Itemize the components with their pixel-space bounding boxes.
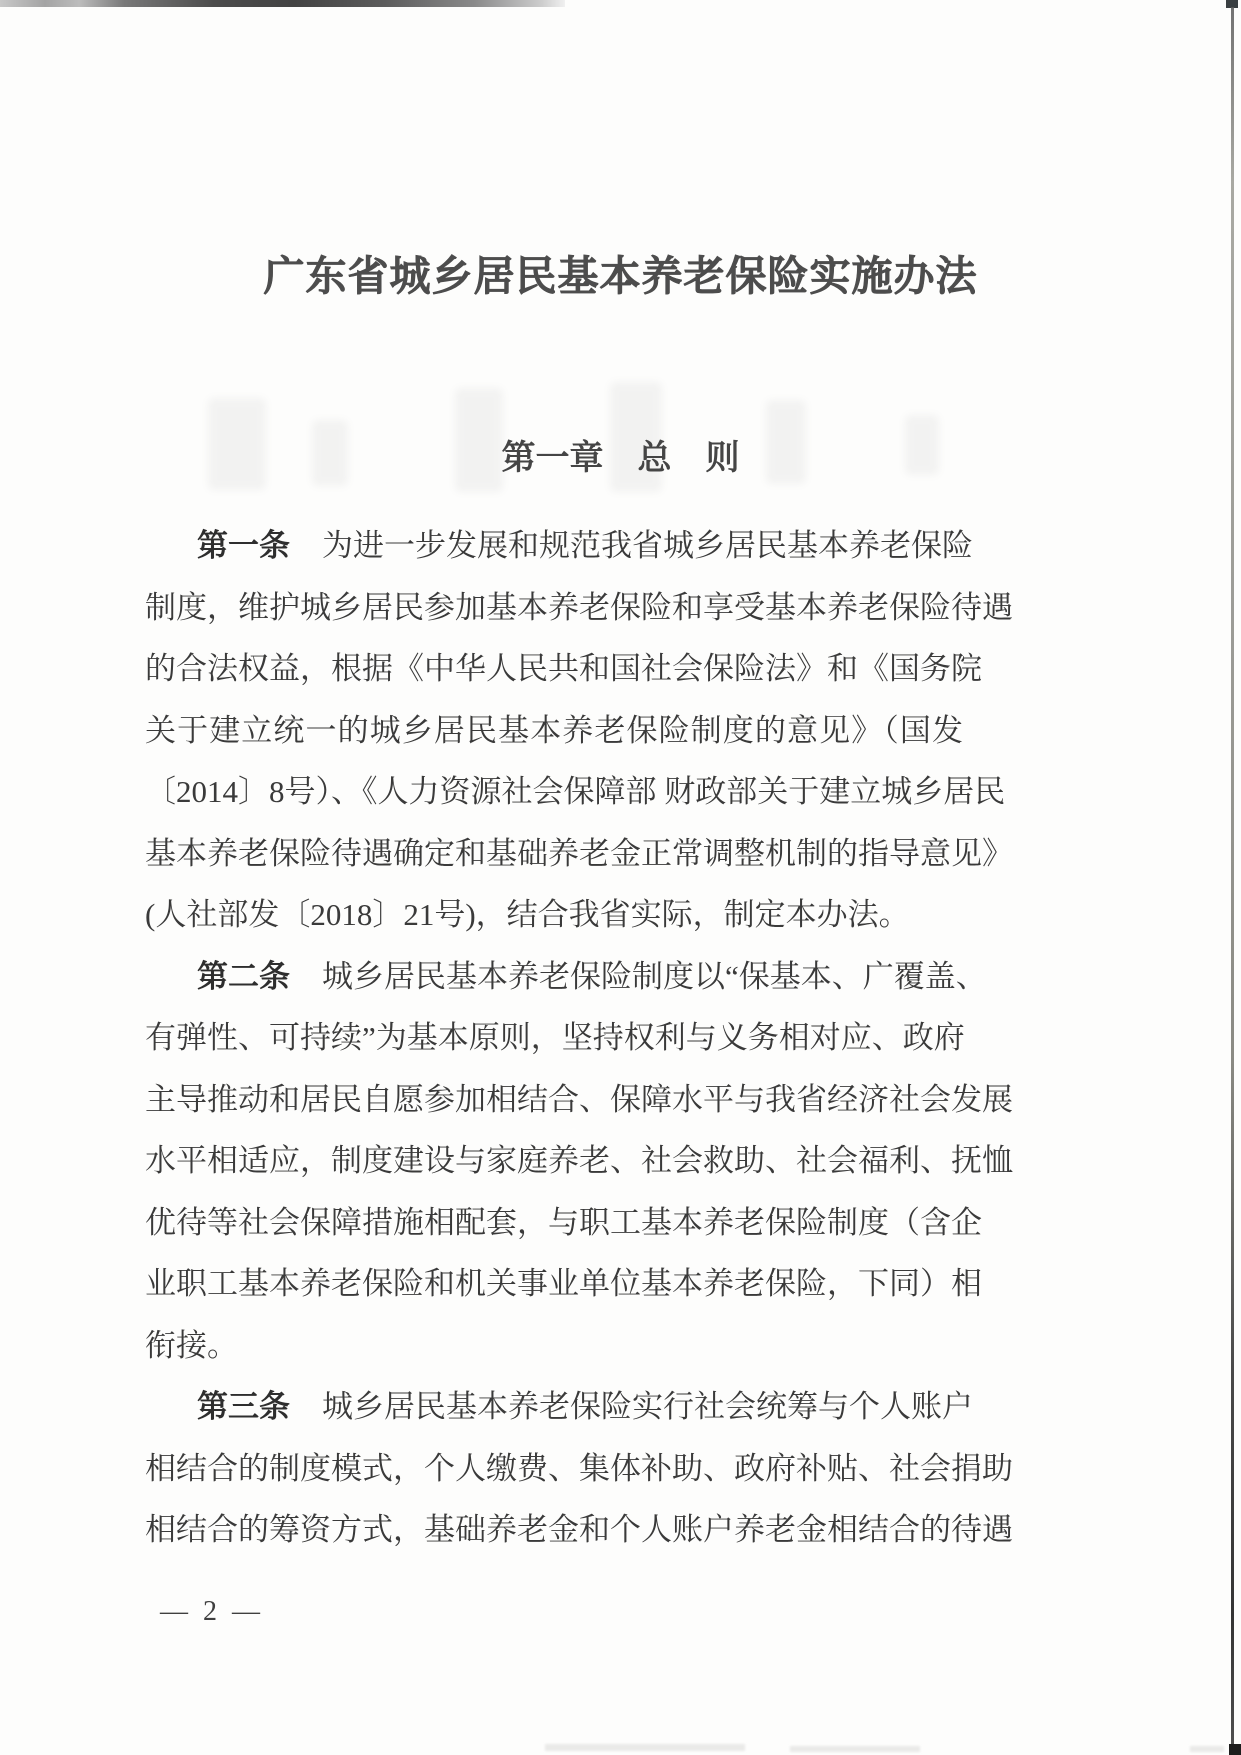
body-line: (人社部发〔2018〕21号)，结合我省实际，制定本办法。 — [145, 897, 910, 932]
body-line: 基本养老保险待遇确定和基础养老金正常调整机制的指导意见》 — [145, 835, 1013, 871]
body-line — [145, 515, 973, 577]
body-line-text: 为进一步发展和规范我省城乡居民基本养老保险 — [322, 528, 973, 563]
scan-smudge — [1190, 1746, 1224, 1752]
body-line: 相结合的筹资方式，基础养老金和个人账户养老金相结合的待遇 — [145, 1512, 1013, 1547]
body-line-text: 城乡居民基本养老保险实行社会统筹与个人账户 — [322, 1389, 973, 1424]
scan-artifact-top-edge — [0, 0, 565, 7]
body-line: 相结合的制度模式，个人缴费、集体补助、政府补贴、社会捐助 — [145, 1450, 1013, 1486]
body-line: 有弹性、可持续”为基本原则，坚持权利与义务相对应、政府 — [145, 1020, 965, 1055]
body-line-text: 城乡居民基本养老保险制度以“保基本、广覆盖、 — [322, 958, 987, 994]
body-line: 〔2014〕8号）、《人力资源社会保障部 财政部关于建立城乡居民 — [145, 774, 1006, 809]
article-number-label: 第二条 — [197, 958, 290, 994]
page-number: — 2 — — [160, 1596, 264, 1627]
body-line: 衔接。 — [145, 1327, 238, 1363]
article-number-label: 第三条 — [197, 1389, 290, 1424]
scan-artifact-bottom-right-mark — [1229, 1744, 1241, 1755]
body-line: 关于建立统一的城乡居民基本养老保险制度的意见》（国发 — [145, 712, 963, 748]
scan-smudge — [545, 1744, 745, 1751]
body-line — [145, 946, 987, 1008]
document-title: 广东省城乡居民基本养老保险实施办法 — [263, 253, 978, 299]
document-body — [145, 515, 1013, 1561]
chapter-heading: 第一章 总 则 — [501, 440, 740, 477]
body-line: 业职工基本养老保险和机关事业单位基本养老保险，下同）相 — [145, 1266, 982, 1301]
article-number-label: 第一条 — [197, 528, 290, 563]
body-line: 的合法权益，根据《中华人民共和国社会保险法》和《国务院 — [145, 651, 982, 686]
scan-smudge — [790, 1746, 920, 1752]
body-line: 制度，维护城乡居民参加基本养老保险和享受基本养老保险待遇 — [145, 589, 1013, 625]
body-line: 优待等社会保障措施相配套，与职工基本养老保险制度（含企 — [145, 1204, 982, 1240]
body-line: 水平相适应，制度建设与家庭养老、社会救助、社会福利、抚恤 — [145, 1143, 1013, 1178]
body-line: 主导推动和居民自愿参加相结合、保障水平与我省经济社会发展 — [145, 1081, 1013, 1117]
body-line — [145, 1376, 973, 1438]
